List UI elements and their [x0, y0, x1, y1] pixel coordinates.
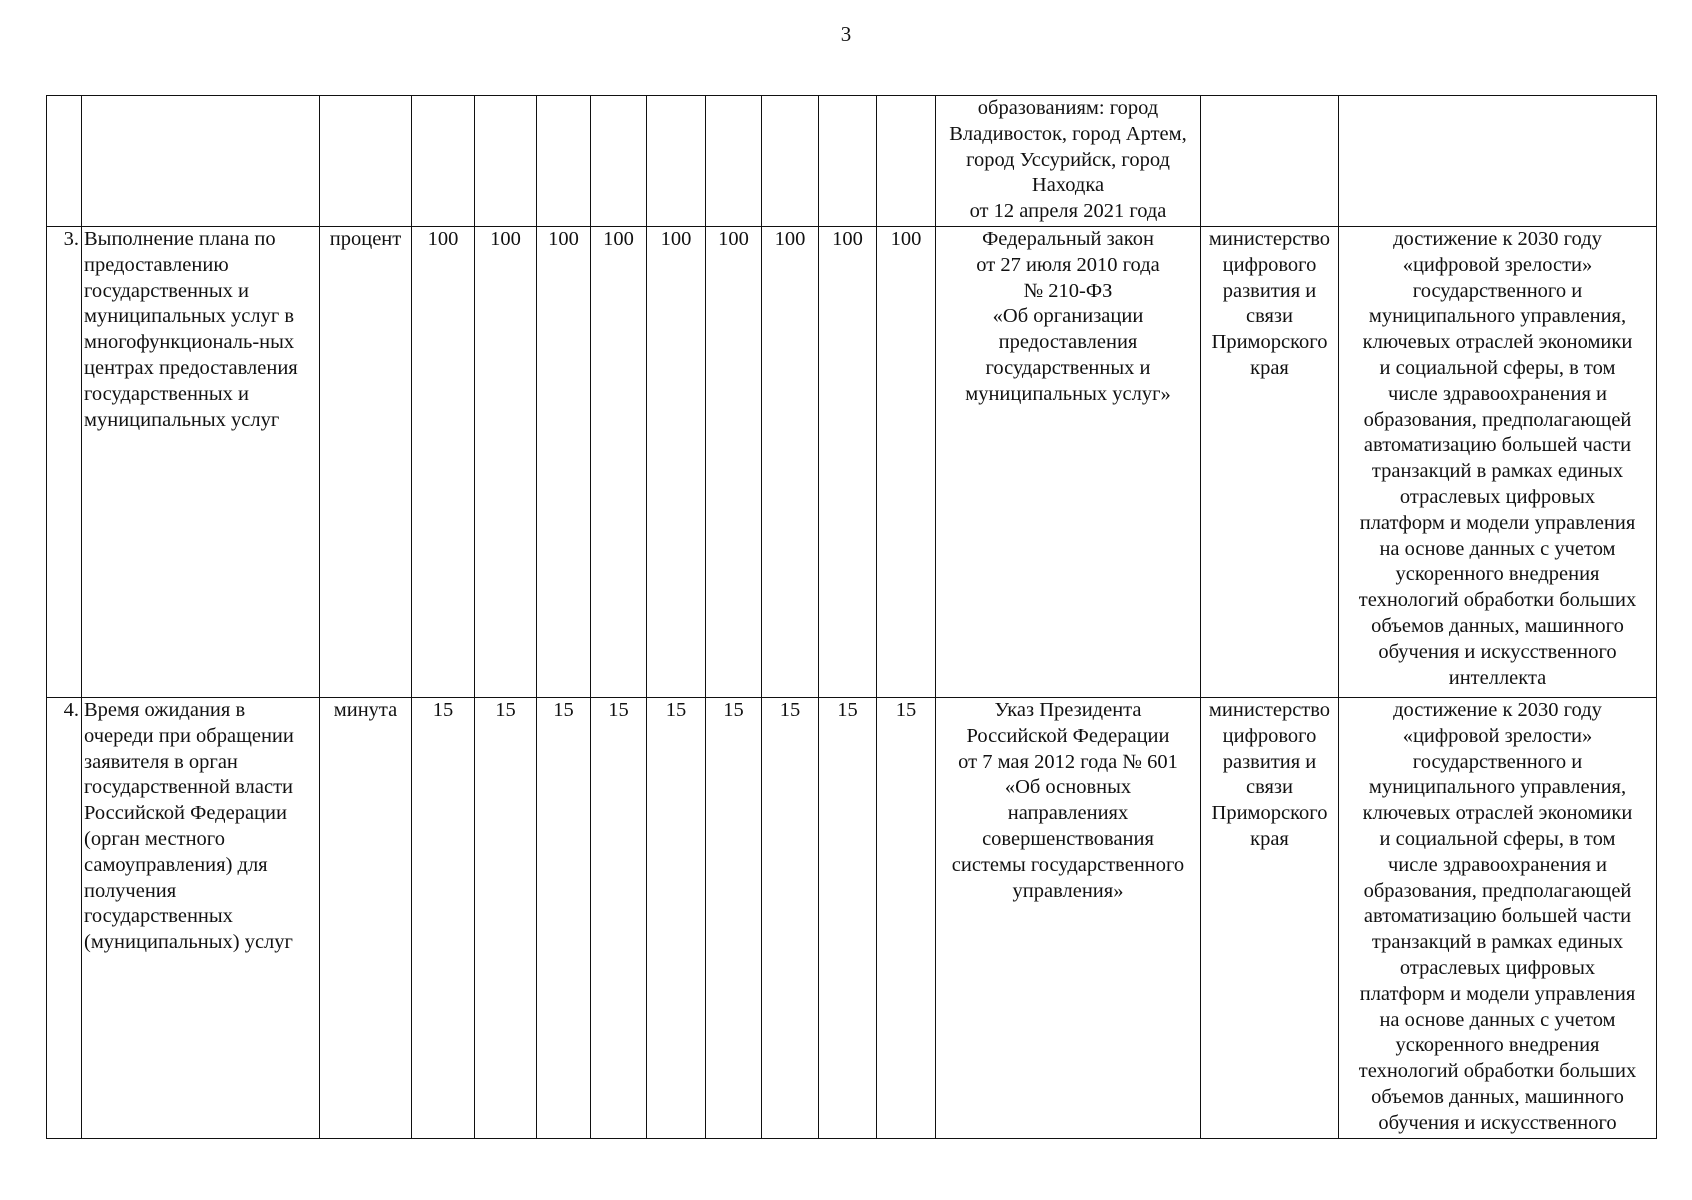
indicator-name [82, 698, 320, 1139]
cell-basis [936, 96, 1201, 227]
cell-value [537, 96, 591, 227]
cell-name [82, 96, 320, 227]
page-number: 3 [840, 22, 852, 46]
cell-unit [320, 96, 412, 227]
indicator-value: 100 [762, 227, 819, 698]
cell-responsible [1201, 698, 1339, 1139]
cell-goal [1339, 698, 1657, 1139]
cell-num [47, 96, 82, 227]
cell-responsible [1201, 227, 1339, 698]
indicator-value: 100 [412, 227, 475, 698]
indicator-value: 15 [877, 698, 936, 1139]
basis-text: Указ Президента Российской Федерации от 7 мая 2012 года № 601 «Об основных направлениях совершенствования системы государственного управления» [951, 699, 1185, 902]
cell-value [819, 96, 877, 227]
indicator-value: 15 [706, 698, 762, 1139]
cell-value [706, 96, 762, 227]
indicator-value: 15 [537, 698, 591, 1139]
indicators-table [46, 95, 1657, 1139]
goal-text: достижение к 2030 году «цифровой зрелости» государственного и муниципального управления, ключевых отраслей экономики и социальной сферы, в том числе здравоохранения и образования, предполагающей автоматизацию большей части транзакций в рамках единых отраслевых цифровых платформ и модели управления на основе данных с учетом ускоренного внедрения технологий обработки больших объемов данных, машинного обучения и искусственного интеллекта [1358, 228, 1637, 689]
cell-basis [936, 227, 1201, 698]
cell-responsible [1201, 96, 1339, 227]
basis-text: Федеральный закон от 27 июля 2010 года № 210-ФЗ «Об организации предоставления государственных и муниципальных услуг» [965, 228, 1171, 405]
goal-text: достижение к 2030 году «цифровой зрелости» государственного и муниципального управления, ключевых отраслей экономики и социальной сферы, в том числе здравоохранения и образования, предполагающей автоматизацию большей части транзакций в рамках единых отраслевых цифровых платформ и модели управления на основе данных с учетом ускоренного внедрения технологий обработки больших объемов данных, машинного обучения и искусственного [1358, 699, 1637, 1134]
row-number: 3. [47, 227, 82, 698]
table-row [47, 698, 1657, 1139]
indicator-name [82, 227, 320, 698]
indicator-name-text: Время ожидания в очереди при обращении заявителя в орган государственной власти Российской Федерации (орган местного самоуправления) для получения государственных (муниципальных) услуг [84, 699, 294, 954]
cell-value [591, 96, 647, 227]
cell-value [475, 96, 537, 227]
indicator-value: 15 [475, 698, 537, 1139]
indicator-value: 15 [412, 698, 475, 1139]
indicator-value: 15 [647, 698, 706, 1139]
cell-goal [1339, 227, 1657, 698]
indicator-value: 100 [537, 227, 591, 698]
cell-value [762, 96, 819, 227]
indicator-value: 100 [647, 227, 706, 698]
responsible-text: министерство цифрового развития и связи Приморского края [1208, 228, 1331, 379]
indicator-value: 100 [591, 227, 647, 698]
indicator-value: 15 [591, 698, 647, 1139]
row-number: 4. [47, 698, 82, 1139]
indicator-value: 15 [762, 698, 819, 1139]
cell-basis [936, 698, 1201, 1139]
indicator-name-text: Выполнение плана по предоставлению государственных и муниципальных услуг в многофункциональ-ных центрах предоставления государственных и муниципальных услуг [84, 228, 298, 431]
cell-value [647, 96, 706, 227]
cell-goal [1339, 96, 1657, 227]
indicator-value: 100 [877, 227, 936, 698]
basis-text: образованиям: город Владивосток, город Артем, город Уссурийск, город Находка от 12 апреля 2021 года [949, 97, 1187, 223]
table-row [47, 227, 1657, 698]
indicator-value: 15 [819, 698, 877, 1139]
unit-of-measure: процент [320, 227, 412, 698]
indicator-value: 100 [475, 227, 537, 698]
table-row-continuation [47, 96, 1657, 227]
unit-of-measure: минута [320, 698, 412, 1139]
cell-value [877, 96, 936, 227]
indicator-value: 100 [706, 227, 762, 698]
indicator-value: 100 [819, 227, 877, 698]
responsible-text: министерство цифрового развития и связи Приморского края [1208, 699, 1331, 850]
cell-value [412, 96, 475, 227]
